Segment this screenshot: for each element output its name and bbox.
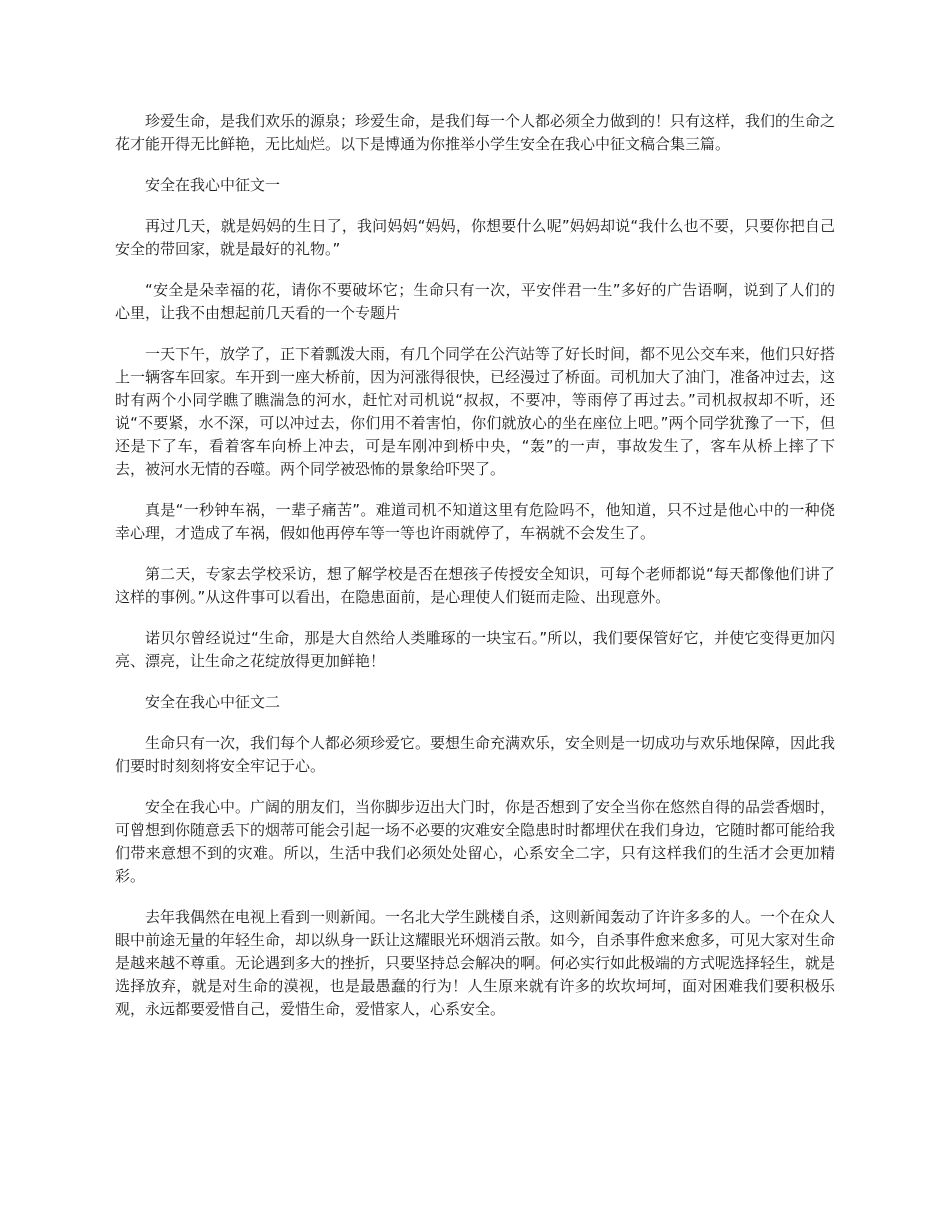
intro-paragraph: 珍爱生命，是我们欢乐的源泉；珍爱生命，是我们每一个人都必须全力做到的！只有这样，我们的生命之花才能开得无比鲜艳，无比灿烂。以下是博通为你推举小学生安全在我心中征文稿合集三篇。	[115, 112, 836, 153]
section-heading-2: 安全在我心中征文二	[145, 693, 281, 711]
document-body	[115, 110, 835, 1039]
paragraph: 真是“一秒钟车祸，一辈子痛苦”。难道司机不知道这里有危险吗不，他知道，只不过是他心中的一种侥幸心理，才造成了车祸，假如他再停车等一等也许雨就停了，车祸就不会发生了。	[115, 501, 835, 542]
paragraph: “安全是朵幸福的花，请你不要破坏它；生命只有一次，平安伴君一生”多好的广告语啊，说到了人们的心里，让我不由想起前几天看的一个专题片	[115, 281, 835, 322]
paragraph: 生命只有一次，我们每个人都必须珍爱它。要想生命充满欢乐，安全则是一切成功与欢乐地保障，因此我们要时时刻刻将安全牢记于心。	[115, 734, 836, 775]
paragraph: 安全在我心中。广阔的朋友们，当你脚步迈出大门时，你是否想到了安全当你在悠然自得的品尝香烟时，可曾想到你随意丢下的烟蒂可能会引起一场不必要的灾难安全隐患时时都埋伏在我们身边，它随时都可能给我们带来意想不到的灾难。所以，生活中我们必须处处留心，心系安全二字，只有这样我们的生活才会更加精彩。	[115, 798, 836, 885]
paragraph: 一天下午，放学了，正下着瓢泼大雨，有几个同学在公汽站等了好长时间，都不见公交车来，他们只好搭上一辆客车回家。车开到一座大桥前，因为河涨得很快，已经漫过了桥面。司机加大了油门，准备冲过去，这时有两个小同学瞧了瞧湍急的河水，赶忙对司机说“叔叔，不要冲，等雨停了再过去。”司机叔叔却不听，还说“不要紧，水不深，可以冲过去，你们用不着害怕，你们就放心的坐在座位上吧。”两个同学犹豫了一下，但还是下了车，看着客车向桥上冲去，可是车刚冲到桥中央，“轰”的一声，事故发生了，客车从桥上摔了下去，被河水无情的吞噬。两个同学被恐怖的景象给吓哭了。	[115, 345, 836, 478]
paragraph: 诺贝尔曾经说过“生命，那是大自然给人类雕琢的一块宝石。”所以，我们要保管好它，并使它变得更加闪亮、漂亮，让生命之花绽放得更加鲜艳！	[115, 629, 835, 670]
paragraph: 第二天，专家去学校采访，想了解学校是否在想孩子传授安全知识，可每个老师都说“每天都像他们讲了这样的事例。”从这件事可以看出，在隐患面前，是心理使人们铤而走险、出现意外。	[115, 565, 835, 606]
paragraph: 再过几天，就是妈妈的生日了，我问妈妈“妈妈，你想要什么呢”妈妈却说“我什么也不要，只要你把自己安全的带回家，就是最好的礼物。”	[115, 217, 835, 258]
section-heading-1: 安全在我心中征文一	[145, 176, 281, 194]
paragraph: 去年我偶然在电视上看到一则新闻。一名北大学生跳楼自杀，这则新闻轰动了许许多多的人。一个在众人眼中前途无量的年轻生命，却以纵身一跃让这耀眼光环烟消云散。如今，自杀事件愈来愈多，可见大家对生命是越来越不尊重。无论遇到多大的挫折，只要坚持总会解决的啊。何必实行如此极端的方式呢选择轻生，就是选择放弃，就是对生命的漠视，也是最愚蠢的行为！人生原来就有许多的坎坎坷坷，面对困难我们要积极乐观，永远都要爱惜自己，爱惜生命，爱惜家人，心系安全。	[115, 908, 836, 1018]
